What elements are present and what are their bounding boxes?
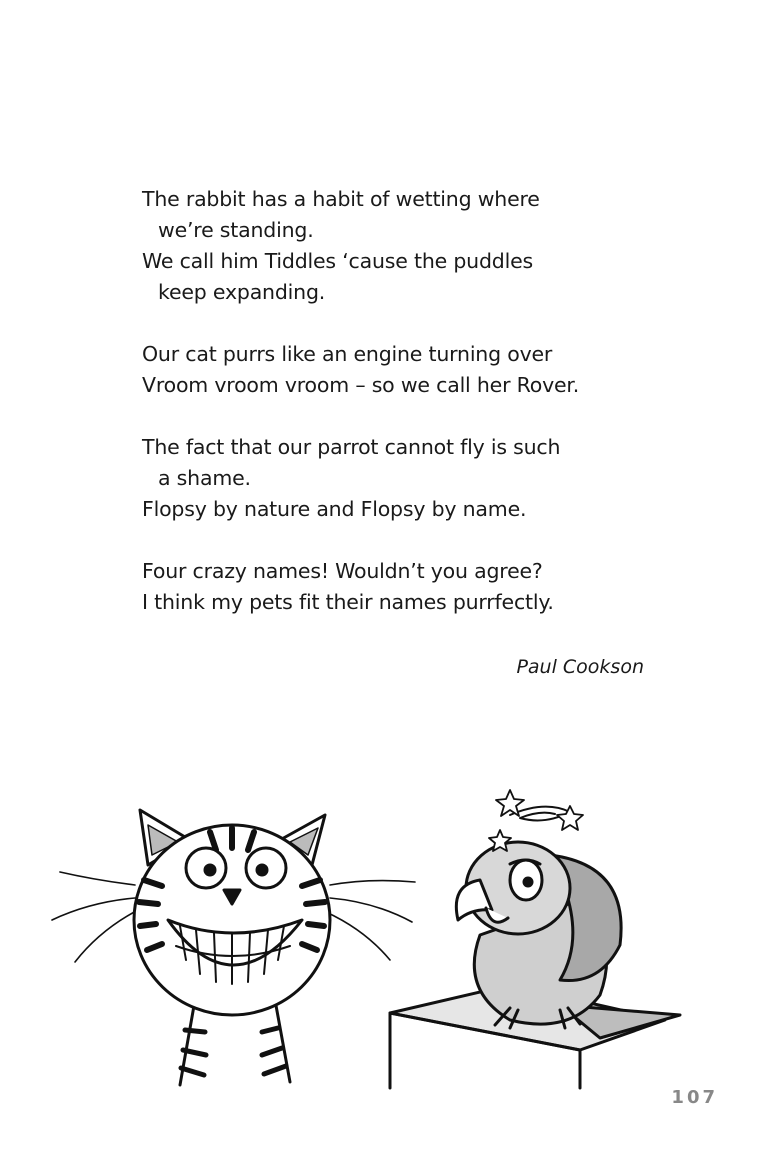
dizzy-parrot-icon xyxy=(390,790,680,1088)
stanza-4 xyxy=(142,556,662,618)
poem-line: Flopsy by nature and Flopsy by name. xyxy=(142,497,527,521)
stanza-3 xyxy=(142,432,662,525)
poem-line: Our cat purrs like an engine turning over xyxy=(142,342,553,366)
poem-line: we’re standing. xyxy=(158,218,314,242)
poem-line: The rabbit has a habit of wetting where xyxy=(142,187,540,211)
poem-line: The fact that our parrot cannot fly is such xyxy=(142,435,561,459)
poem-line: Vroom vroom vroom – so we call her Rover. xyxy=(142,373,580,397)
grinning-cat-icon xyxy=(52,810,415,1085)
poem-line: I think my pets fit their names purrfectly. xyxy=(142,590,554,614)
poem-line: We call him Tiddles ‘cause the puddles xyxy=(142,249,533,273)
pets-illustration xyxy=(40,770,720,1130)
poem-line: a shame. xyxy=(158,466,251,490)
stanza-1 xyxy=(142,184,662,308)
poem-line: Four crazy names! Wouldn’t you agree? xyxy=(142,559,543,583)
poem-line: keep expanding. xyxy=(158,280,326,304)
author-credit: Paul Cookson xyxy=(516,656,644,678)
poem xyxy=(142,184,662,649)
page-number: 107 xyxy=(671,1087,718,1108)
stanza-2 xyxy=(142,339,662,401)
